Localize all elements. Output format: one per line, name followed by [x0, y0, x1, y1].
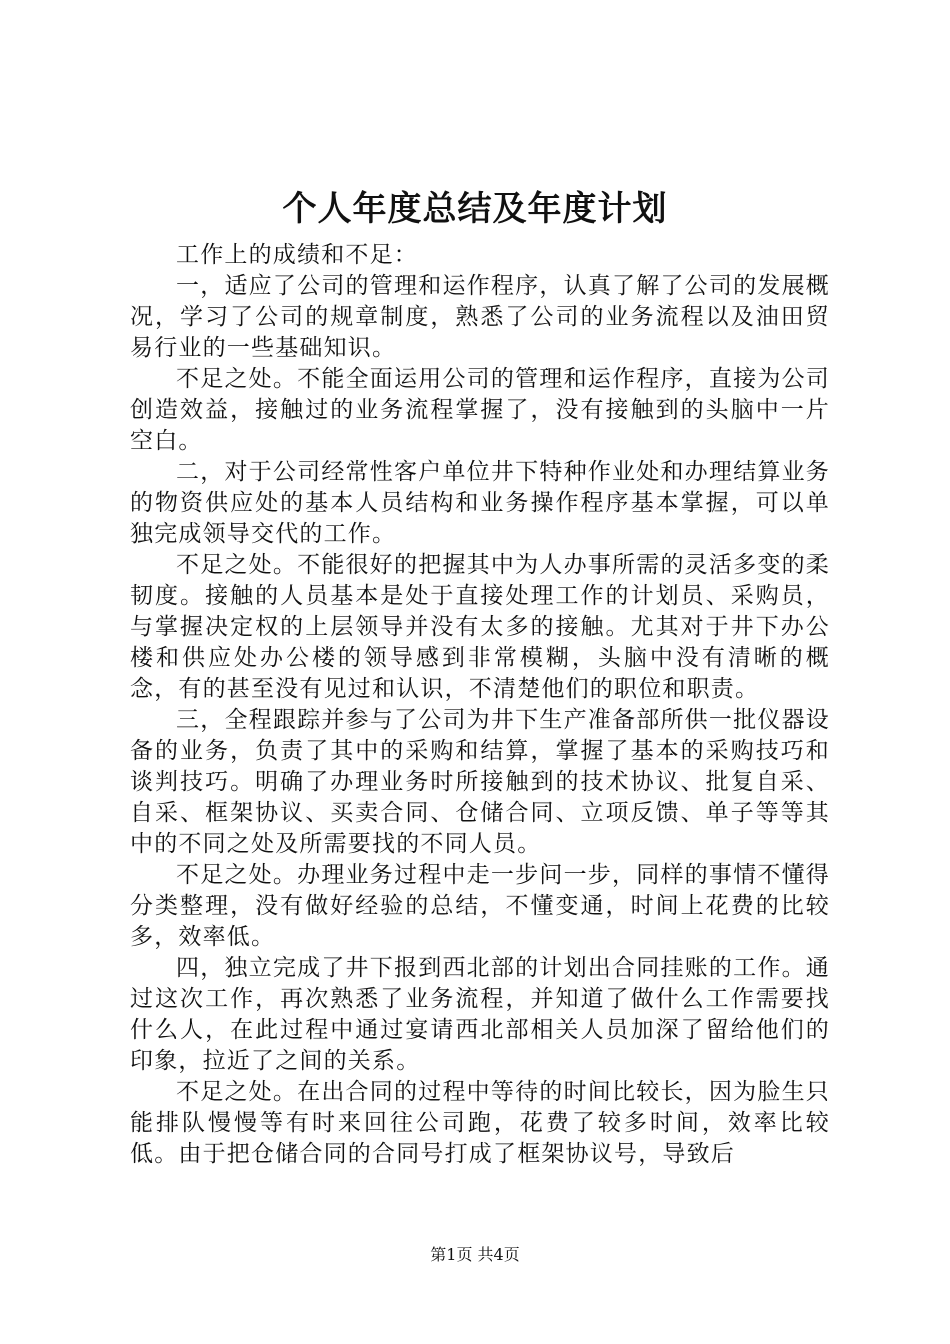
- paragraph: 不足之处。不能全面运用公司的管理和运作程序，直接为公司创造效益，接触过的业务流程掌握了，没有接触到的头脑中一片空白。: [130, 366, 830, 454]
- page-number-footer: 第1页 共4页: [430, 1245, 520, 1264]
- paragraph: 不足之处。在出合同的过程中等待的时间比较长，因为脸生只能排队慢慢等有时来回往公司跑，花费了较多时间，效率比较低。由于把仓储合同的合同号打成了框架协议号，导致后: [130, 1079, 830, 1167]
- paragraph: 四，独立完成了井下报到西北部的计划出合同挂账的工作。通过这次工作，再次熟悉了业务流程，并知道了做什么工作需要找什么人，在此过程中通过宴请西北部相关人员加深了留给他们的印象，拉近了之间的关系。: [130, 955, 830, 1074]
- paragraph: 不足之处。不能很好的把握其中为人办事所需的灵活多变的柔韧度。接触的人员基本是处于直接处理工作的计划员、采购员，与掌握决定权的上层领导并没有太多的接触。尤其对于井下办公楼和供应处办公楼的领导感到非常模糊，头脑中没有清晰的概念，有的甚至没有见过和认识，不清楚他们的职位和职责。: [130, 552, 830, 702]
- paragraph: 工作上的成绩和不足：: [176, 242, 418, 268]
- paragraph: 二，对于公司经常性客户单位井下特种作业处和办理结算业务的物资供应处的基本人员结构和业务操作程序基本掌握，可以单独完成领导交代的工作。: [130, 459, 830, 547]
- document-body: [130, 240, 830, 1170]
- paragraph: 一，适应了公司的管理和运作程序，认真了解了公司的发展概况，学习了公司的规章制度，熟悉了公司的业务流程以及油田贸易行业的一些基础知识。: [130, 273, 830, 361]
- paragraph: 三，全程跟踪并参与了公司为井下生产准备部所供一批仪器设备的业务，负责了其中的采购和结算，掌握了基本的采购技巧和谈判技巧。明确了办理业务时所接触到的技术协议、批复自采、自采、框架协议、买卖合同、仓储合同、立项反馈、单子等等其中的不同之处及所需要找的不同人员。: [130, 707, 830, 857]
- document-title: 个人年度总结及年度计划: [282, 189, 668, 229]
- paragraph: 不足之处。办理业务过程中走一步问一步，同样的事情不懂得分类整理，没有做好经验的总结，不懂变通，时间上花费的比较多，效率低。: [130, 862, 830, 950]
